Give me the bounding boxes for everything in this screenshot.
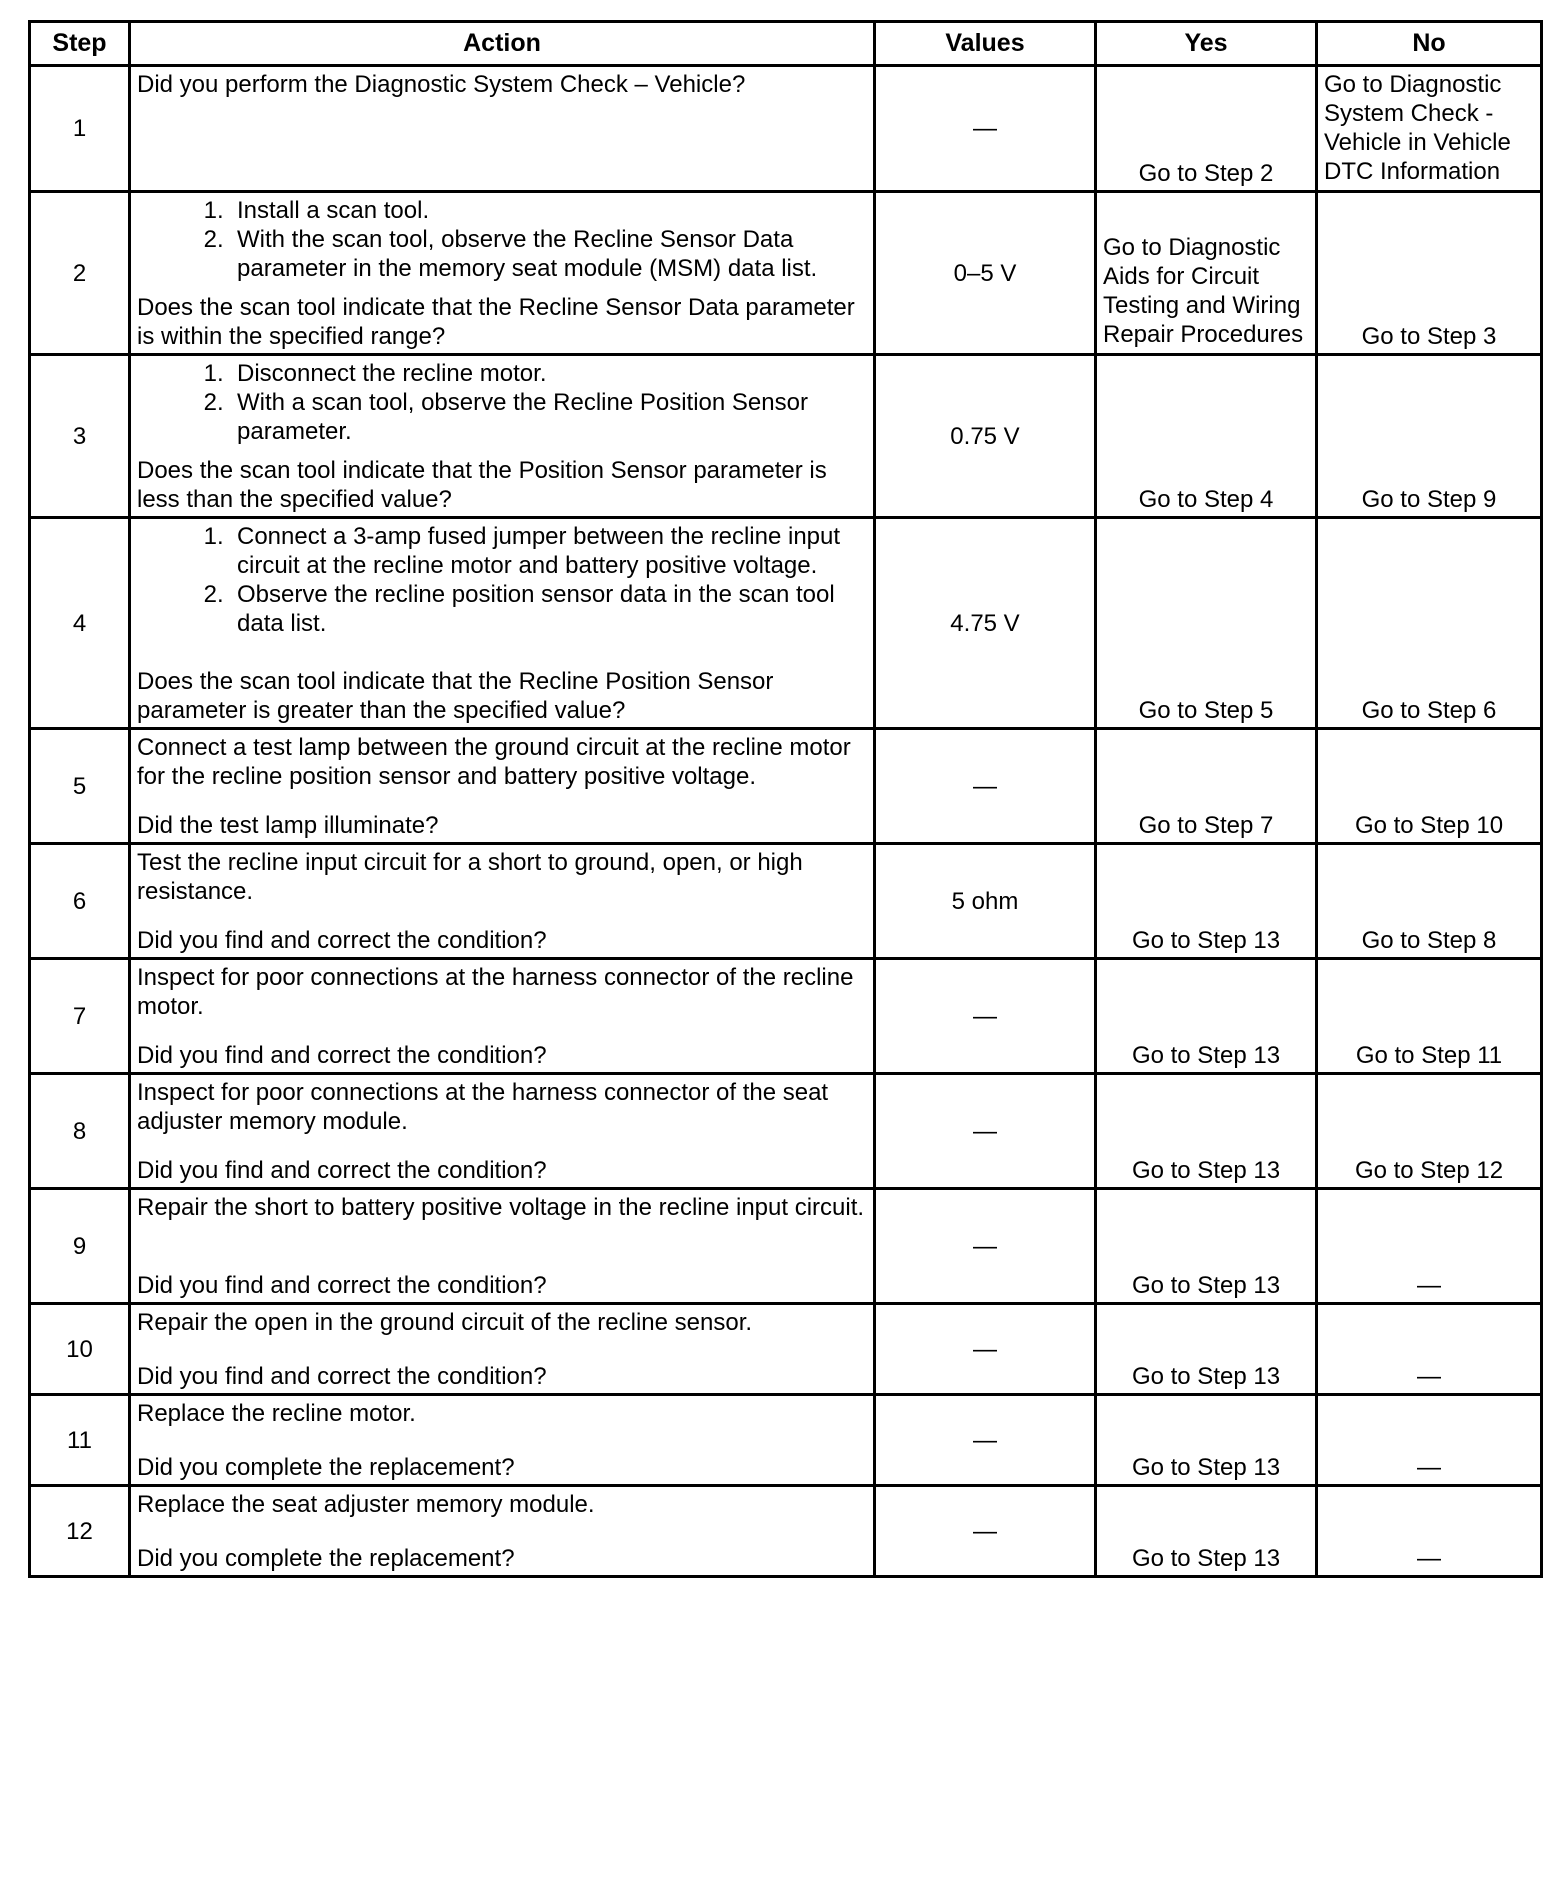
action-text: Did you perform the Diagnostic System Check – Vehicle? <box>137 71 746 98</box>
values-cell: 5 ohm <box>875 844 1096 959</box>
values-cell: 0.75 V <box>875 355 1096 518</box>
values-cell: — <box>875 1395 1096 1486</box>
action-question: Did you find and correct the condition? <box>137 1272 547 1299</box>
yes-cell: Go to Step 5 <box>1096 518 1317 729</box>
action-cell <box>130 518 875 729</box>
no-cell: Go to Step 12 <box>1317 1074 1542 1189</box>
step-number: 3 <box>30 355 130 518</box>
yes-cell: Go to Step 4 <box>1096 355 1317 518</box>
diagnostic-table <box>28 20 1543 1578</box>
action-cell <box>130 66 875 192</box>
values-cell: — <box>875 1486 1096 1577</box>
action-cell <box>130 1074 875 1189</box>
action-cell <box>130 355 875 518</box>
no-cell: Go to Step 9 <box>1317 355 1542 518</box>
step-number: 11 <box>30 1395 130 1486</box>
header-step: Step <box>30 22 130 66</box>
action-text: Connect a test lamp between the ground circuit at the recline motor for the recline position sensor and battery positive voltage. <box>137 734 851 790</box>
action-cell <box>130 959 875 1074</box>
yes-cell: Go to Step 13 <box>1096 844 1317 959</box>
action-text: Replace the seat adjuster memory module. <box>137 1491 595 1518</box>
table-row <box>30 1304 1542 1395</box>
substep-item: 2. With the scan tool, observe the Recline Sensor Data parameter in the memory seat module (MSM) data list. <box>237 225 867 283</box>
action-cell <box>130 844 875 959</box>
no-cell: — <box>1317 1486 1542 1577</box>
action-text: Replace the recline motor. <box>137 1400 416 1427</box>
step-number: 2 <box>30 192 130 355</box>
no-cell: Go to Step 6 <box>1317 518 1542 729</box>
substep-item: 1. Install a scan tool. <box>237 196 867 225</box>
no-cell: — <box>1317 1304 1542 1395</box>
step-number: 7 <box>30 959 130 1074</box>
table-row <box>30 1074 1542 1189</box>
action-question: Does the scan tool indicate that the Position Sensor parameter is less than the specified value? <box>137 457 827 513</box>
substep-item: 1. Connect a 3-amp fused jumper between the recline input circuit at the recline motor and battery positive voltage. <box>237 522 867 580</box>
table-row <box>30 844 1542 959</box>
no-cell: Go to Diagnostic System Check - Vehicle in Vehicle DTC Information <box>1317 66 1542 192</box>
no-cell: Go to Step 3 <box>1317 192 1542 355</box>
yes-cell: Go to Step 7 <box>1096 729 1317 844</box>
step-number: 9 <box>30 1189 130 1304</box>
yes-cell: Go to Diagnostic Aids for Circuit Testing and Wiring Repair Procedures <box>1096 192 1317 355</box>
values-cell: — <box>875 1074 1096 1189</box>
header-yes: Yes <box>1096 22 1317 66</box>
yes-cell: Go to Step 13 <box>1096 1074 1317 1189</box>
values-cell: — <box>875 1189 1096 1304</box>
no-cell: Go to Step 11 <box>1317 959 1542 1074</box>
action-text: Repair the open in the ground circuit of the recline sensor. <box>137 1309 753 1336</box>
substep-list <box>137 359 867 446</box>
action-cell <box>130 1304 875 1395</box>
yes-cell: Go to Step 13 <box>1096 1486 1317 1577</box>
action-question: Did you find and correct the condition? <box>137 1363 547 1390</box>
action-question: Did you find and correct the condition? <box>137 927 547 954</box>
step-number: 10 <box>30 1304 130 1395</box>
values-cell: — <box>875 959 1096 1074</box>
header-no: No <box>1317 22 1542 66</box>
table-row <box>30 66 1542 192</box>
table-row <box>30 355 1542 518</box>
action-question: Did you complete the replacement? <box>137 1545 515 1572</box>
step-number: 1 <box>30 66 130 192</box>
substep-list <box>137 196 867 283</box>
yes-cell: Go to Step 13 <box>1096 959 1317 1074</box>
action-text: Inspect for poor connections at the harness connector of the recline motor. <box>137 964 854 1020</box>
action-question: Did you complete the replacement? <box>137 1454 515 1481</box>
header-values: Values <box>875 22 1096 66</box>
table-body <box>30 66 1542 1577</box>
table-row <box>30 1395 1542 1486</box>
action-cell <box>130 192 875 355</box>
values-cell: 4.75 V <box>875 518 1096 729</box>
action-question: Did you find and correct the condition? <box>137 1157 547 1184</box>
action-question: Does the scan tool indicate that the Recline Position Sensor parameter is greater than the specified value? <box>137 668 774 724</box>
yes-cell: Go to Step 13 <box>1096 1304 1317 1395</box>
step-number: 8 <box>30 1074 130 1189</box>
action-text: Repair the short to battery positive voltage in the recline input circuit. <box>137 1194 865 1221</box>
action-cell <box>130 729 875 844</box>
values-cell: — <box>875 729 1096 844</box>
no-cell: — <box>1317 1189 1542 1304</box>
yes-cell: Go to Step 13 <box>1096 1189 1317 1304</box>
table-row <box>30 1486 1542 1577</box>
yes-cell: Go to Step 2 <box>1096 66 1317 192</box>
action-question: Did you find and correct the condition? <box>137 1042 547 1069</box>
step-number: 6 <box>30 844 130 959</box>
action-text: Inspect for poor connections at the harness connector of the seat adjuster memory module. <box>137 1079 829 1135</box>
no-cell: — <box>1317 1395 1542 1486</box>
action-cell <box>130 1189 875 1304</box>
values-cell: 0–5 V <box>875 192 1096 355</box>
header-action: Action <box>130 22 875 66</box>
table-row <box>30 518 1542 729</box>
values-cell: — <box>875 66 1096 192</box>
step-number: 4 <box>30 518 130 729</box>
table-header <box>30 22 1542 66</box>
substep-item: 2. With a scan tool, observe the Recline Position Sensor parameter. <box>237 388 867 446</box>
step-number: 12 <box>30 1486 130 1577</box>
values-cell: — <box>875 1304 1096 1395</box>
table-row <box>30 1189 1542 1304</box>
table-row <box>30 729 1542 844</box>
step-number: 5 <box>30 729 130 844</box>
header-row <box>30 22 1542 66</box>
substep-list <box>137 522 867 638</box>
no-cell: Go to Step 8 <box>1317 844 1542 959</box>
action-question: Does the scan tool indicate that the Recline Sensor Data parameter is within the specified range? <box>137 294 855 350</box>
substep-item: 1. Disconnect the recline motor. <box>237 359 867 388</box>
yes-cell: Go to Step 13 <box>1096 1395 1317 1486</box>
action-question: Did the test lamp illuminate? <box>137 812 439 839</box>
action-text: Test the recline input circuit for a short to ground, open, or high resistance. <box>137 849 803 905</box>
table-row <box>30 192 1542 355</box>
action-cell <box>130 1486 875 1577</box>
action-cell <box>130 1395 875 1486</box>
no-cell: Go to Step 10 <box>1317 729 1542 844</box>
substep-item: 2. Observe the recline position sensor data in the scan tool data list. <box>237 580 867 638</box>
table-row <box>30 959 1542 1074</box>
